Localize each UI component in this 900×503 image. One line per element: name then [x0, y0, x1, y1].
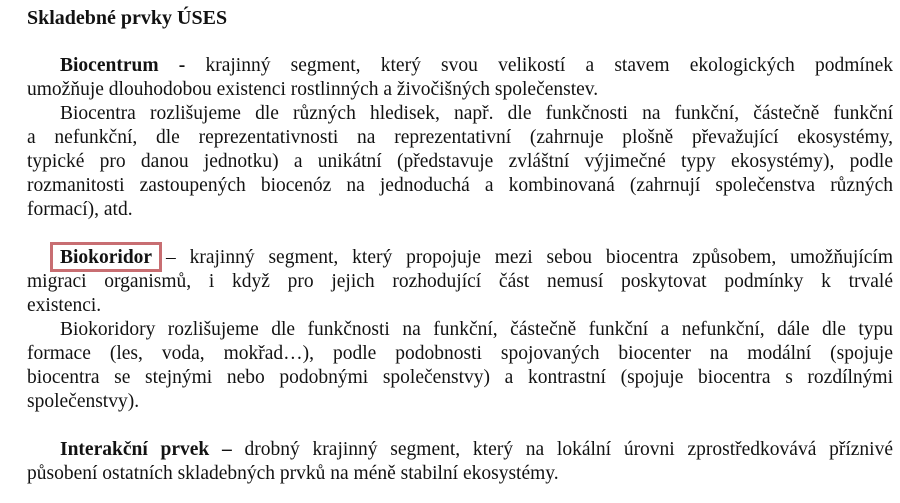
text-segment: umožňuje dlouhodobou existenci rostlinných a živočišných společenstev.	[27, 79, 599, 100]
text-line	[27, 294, 893, 318]
paragraph-biokoridor-definition	[27, 246, 893, 318]
text-line	[27, 126, 893, 150]
text-segment: existenci.	[27, 295, 102, 316]
document-body	[27, 54, 893, 486]
document-title: Skladebné prvky ÚSES	[27, 7, 228, 29]
text-line	[27, 366, 893, 390]
paragraph-biocentrum-definition	[27, 54, 893, 102]
text-segment: drobný krajinný segment, který na lokální úrovni zprostředkovává příznivé	[231, 439, 894, 460]
text-line	[27, 54, 893, 78]
text-line	[27, 102, 893, 126]
text-line	[27, 174, 893, 198]
text-line	[27, 270, 893, 294]
term-biocentrum: Biocentrum -	[60, 55, 186, 76]
text-line	[27, 150, 893, 174]
text-line	[27, 342, 893, 366]
text-line	[27, 318, 893, 342]
text-segment: rozmanitosti zastoupených biocenóz na jednoduchá a kombinovaná (zahrnují společenstva různých	[27, 175, 893, 196]
text-segment: biocentra se stejnými nebo podobnými společenstvy) a kontrastní (spojuje biocentra s rozdílnými	[27, 367, 893, 388]
target-highlight-box	[50, 242, 162, 272]
text-line	[27, 198, 893, 222]
paragraph-interakcni-prvek-definition	[27, 438, 893, 486]
text-segment: formací), atd.	[27, 199, 133, 220]
text-segment: – krajinný segment, který propojuje mezi sebou biocentra způsobem, umožňujícím	[152, 247, 893, 268]
text-segment: krajinný segment, který svou velikostí a stavem ekologických podmínek	[185, 55, 894, 76]
text-line	[27, 390, 893, 414]
term-biokoridor: Biokoridor	[60, 247, 153, 268]
text-line	[27, 462, 893, 486]
term-interakcni-prvek: Interakční prvek –	[60, 439, 232, 460]
text-segment: Biokoridory rozlišujeme dle funkčnosti na funkční, částečně funkční a nefunkční, dále dle typu	[60, 319, 893, 340]
text-line	[27, 78, 893, 102]
text-segment: typické pro danou jednotku) a unikátní (představuje zvláštní výjimečné typy ekosystémy), podle	[27, 151, 893, 172]
text-segment: migraci organismů, i když pro jejich rozhodující část nemusí poskytovat podmínky k trvalé	[27, 271, 893, 292]
text-segment: společenstvy).	[27, 391, 140, 412]
text-segment: působení ostatních skladebných prvků na méně stabilní ekosystémy.	[27, 463, 559, 484]
text-segment: Biocentra rozlišujeme dle různých hledisek, např. dle funkčnosti na funkční, částečně funkční	[60, 103, 893, 124]
paragraph-biokoridory-classification	[27, 318, 893, 414]
text-segment: a nefunkční, dle reprezentativnosti na reprezentativní (zahrnuje plošně převažující ekosystémy,	[27, 127, 893, 148]
text-line	[27, 246, 893, 270]
text-segment: formace (les, voda, mokřad…), podle podobnosti spojovaných biocenter na modální (spojuje	[27, 343, 893, 364]
paragraph-biocentra-classification	[27, 102, 893, 222]
text-line	[27, 438, 893, 462]
